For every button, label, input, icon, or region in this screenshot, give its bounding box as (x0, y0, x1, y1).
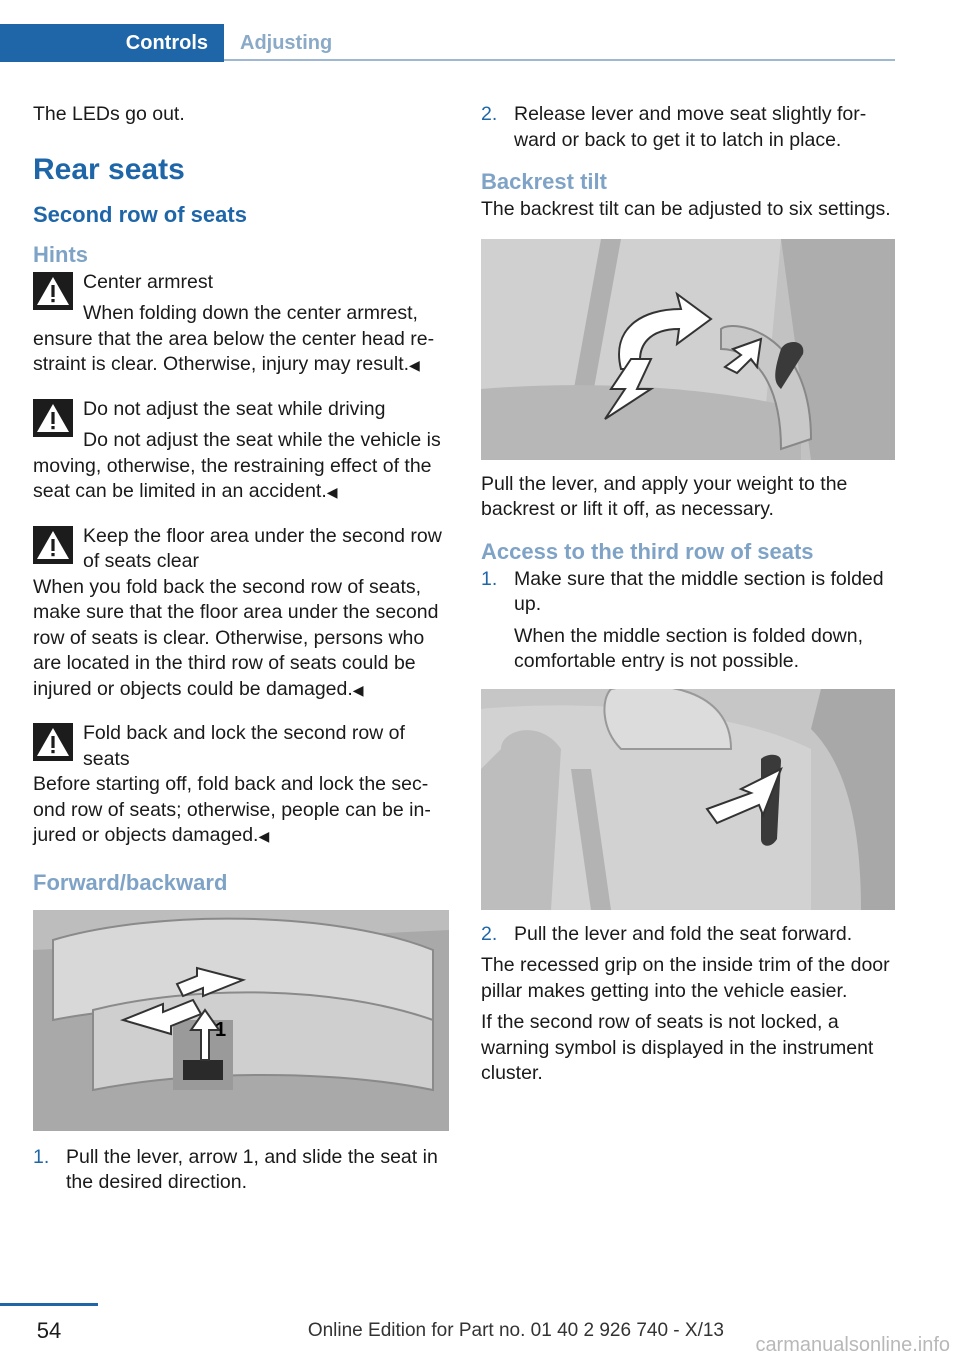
list-item: 2. Pull the lever and fold the seat forward. (481, 922, 853, 945)
heading-backrest-tilt: Backrest tilt (481, 169, 607, 194)
watermark: carmanualsonline.info (755, 1334, 950, 1356)
tab-adjusting[interactable]: Adjusting (240, 32, 333, 54)
warning-title: Fold back and lock the second row of seats (83, 722, 405, 770)
header-divider (224, 59, 895, 61)
list-item: 1. Pull the lever, arrow 1, and slide the seat in the desired direction. (33, 1145, 438, 1193)
warning-body: ensure that the area below the center head restraint is clear. Otherwise, injury may result.◀ (33, 327, 435, 375)
heading-rear-seats: Rear seats (33, 152, 185, 186)
warning-adjust-while-driving (33, 397, 449, 506)
tilt-text: The backrest tilt can be adjusted to six settings. (481, 198, 891, 220)
warning-triangle-icon (33, 399, 73, 437)
warning-body: Before starting off, fold back and lock the second row of seats; otherwise, people can be injured or objects damaged.◀ (33, 773, 431, 846)
left-column (33, 102, 449, 1196)
tilt-after-text: Pull the lever, and apply your weight to the backrest or lift it off, as necessary. (481, 472, 848, 520)
heading-forward-backward: Forward/backward (33, 869, 228, 895)
tab-controls[interactable]: Controls (0, 24, 224, 62)
paragraph-warning-symbol: If the second row of seats is not locked, a warning symbol is displayed in the instrument cluster. (481, 1011, 874, 1084)
figure-seat-forward-backward (33, 910, 449, 1131)
page-header (0, 0, 960, 62)
list-item: 2. Release lever and move seat slightly forward or back to get it to latch in place. (481, 103, 867, 151)
footer-edition: Online Edition for Part no. 01 40 2 926 740 - X/13 (307, 1320, 724, 1341)
right-column (481, 102, 895, 1087)
warning-title: Center armrest (83, 270, 214, 293)
list-item: 1. Make sure that the middle section is folded up. When the middle section is folded down, comfortable entry is not possible. (481, 567, 884, 672)
warning-body: moving, otherwise, the restraining effect of the seat can be limited in an accident.◀ (33, 454, 432, 502)
page-number: 54 (36, 1318, 62, 1343)
warning-triangle-icon (33, 526, 73, 564)
figure-arrow-number: 1 (215, 1018, 227, 1041)
heading-access-third-row: Access to the third row of seats (481, 538, 814, 564)
end-mark-icon: ◀ (326, 484, 338, 500)
end-mark-icon: ◀ (409, 357, 420, 373)
warning-center-armrest (33, 270, 449, 379)
warning-triangle-icon (33, 723, 73, 761)
end-mark-icon: ◀ (258, 828, 270, 844)
warning-body-first: When folding down the center armrest, (83, 302, 418, 324)
end-mark-icon: ◀ (352, 681, 364, 698)
heading-second-row: Second row of seats (33, 201, 247, 227)
intro-text: The LEDs go out. (33, 103, 185, 125)
steps-forward-backward (33, 1145, 449, 1196)
warning-triangle-icon (33, 272, 73, 310)
warning-title: Keep the floor area under the second row of seats clear (83, 524, 442, 572)
warning-title: Do not adjust the seat while driving (83, 397, 386, 420)
figure-third-row-access (481, 689, 895, 910)
figure-backrest-tilt (481, 239, 895, 460)
warning-body: When you fold back the second row of seats, make sure that the floor area under the second row of seats is clear. Otherwise, persons who are located in the third row of seats could be injured or objects could be damaged.◀ (33, 575, 439, 700)
heading-hints: Hints (33, 241, 88, 267)
paragraph-recessed-grip: The recessed grip on the inside trim of the door pillar makes getting into the vehicle easier. (481, 954, 890, 1002)
warning-body-first: Do not adjust the seat while the vehicle is (83, 429, 441, 451)
warning-fold-back-lock (33, 721, 449, 850)
warning-floor-area (33, 524, 449, 704)
footer-rule (0, 1303, 98, 1306)
